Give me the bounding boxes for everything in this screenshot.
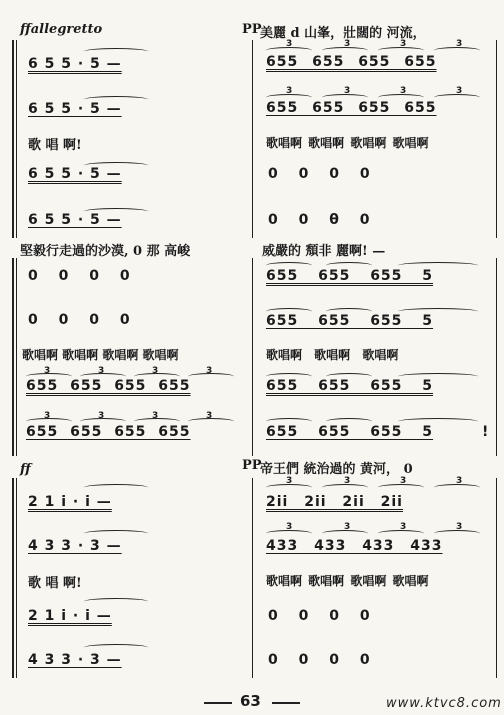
notation-row: 6 5 5 · 5 —: [28, 166, 122, 182]
notation-row: 655 655 655 655: [26, 378, 191, 394]
notation-row: 6 5 5 · 5 —: [28, 101, 122, 117]
slur: [322, 47, 368, 54]
notation-row: 0 0 0 0: [268, 608, 371, 624]
system-bracket: [12, 40, 14, 238]
notation-row: 2 1 i · i —: [28, 494, 112, 510]
tail-marking: !: [482, 424, 490, 440]
dynamic-marking: ff: [20, 462, 31, 477]
lyric-line: 堅毅行走過的沙漠, 0 那 高峻: [20, 244, 191, 259]
lyric-line: 歌唱啊 歌唱啊 歌唱啊: [266, 348, 399, 362]
notation-row: 4 3 3 · 3 —: [28, 652, 122, 668]
slur: [378, 47, 424, 54]
notation-row: 0 0 0 0: [268, 166, 371, 182]
notation-row: 0 0 0 0: [28, 312, 131, 328]
notation-row: 4 3 3 · 3 —: [28, 538, 122, 554]
notation-row: 655 655 655 655: [266, 100, 437, 116]
dynamic-marking: PP: [242, 22, 262, 37]
barline: [16, 40, 17, 238]
footer-dash: [272, 702, 300, 704]
lyric-line: 歌唱啊 歌唱啊 歌唱啊 歌唱啊: [266, 136, 429, 150]
slur: [322, 484, 368, 491]
slur: [434, 94, 480, 101]
notation-row: 655 655 655 5: [266, 313, 434, 329]
lyric-line: 歌唱啊 歌唱啊 歌唱啊 歌唱啊: [266, 574, 429, 588]
notation-row: 6 5 5 · 5 —: [28, 56, 122, 72]
slur: [434, 530, 480, 537]
slur: [84, 48, 148, 55]
notation-row: 0 0 θ 0: [268, 212, 371, 228]
notation-row: 6 5 5 · 5 —: [28, 212, 122, 228]
watermark: www.ktvc8.com: [386, 696, 502, 711]
slur: [84, 530, 148, 537]
system-bracket: [12, 478, 14, 678]
slur: [266, 530, 312, 537]
barline: [496, 478, 497, 678]
barline: [16, 258, 17, 456]
notation-row: 655 655 655 5: [266, 378, 434, 394]
slur: [322, 530, 368, 537]
notation-row: 2ii 2ii 2ii 2ii: [266, 494, 403, 510]
slur: [434, 47, 480, 54]
slur: [378, 530, 424, 537]
lyric-line: 歌 唱 啊!: [28, 138, 82, 153]
slur: [84, 644, 148, 651]
notation-row: 655 655 655 5: [266, 424, 434, 440]
barline: [252, 258, 253, 456]
slur: [434, 484, 480, 491]
tempo-marking: ffallegretto: [20, 22, 103, 37]
lyric-line: 歌唱啊 歌唱啊 歌唱啊 歌唱啊: [22, 348, 179, 362]
slur: [378, 484, 424, 491]
lyric-line: 歌 唱 啊!: [28, 576, 82, 591]
slur: [84, 484, 148, 491]
notation-row: 433 433 433 433: [266, 538, 443, 554]
notation-row: 0 0 0 0: [268, 652, 371, 668]
lyric-line: 威嚴的 頽非 麗啊! —: [262, 244, 386, 259]
barline: [252, 40, 253, 238]
page-number: 63: [240, 692, 261, 710]
slur: [266, 484, 312, 491]
notation-row: 0 0 0 0: [28, 268, 131, 284]
notation-row: 2 1 i · i —: [28, 608, 112, 624]
lyric-line: 美麗 d 山峯，壯闊的 河流，: [260, 26, 426, 41]
notation-row: 655 655 655 655: [266, 54, 437, 70]
lyric-line: 帝王們 統治過的 黄河， 0: [260, 462, 413, 477]
slur: [84, 598, 148, 605]
barline: [16, 478, 17, 678]
barline: [496, 40, 497, 238]
dynamic-marking: PP: [242, 458, 262, 473]
slur: [266, 47, 312, 54]
notation-row: 655 655 655 655: [26, 424, 191, 440]
system-bracket: [12, 258, 14, 456]
footer-dash: [204, 702, 232, 704]
notation-row: 655 655 655 5: [266, 268, 434, 284]
barline: [496, 258, 497, 456]
barline: [252, 478, 253, 678]
